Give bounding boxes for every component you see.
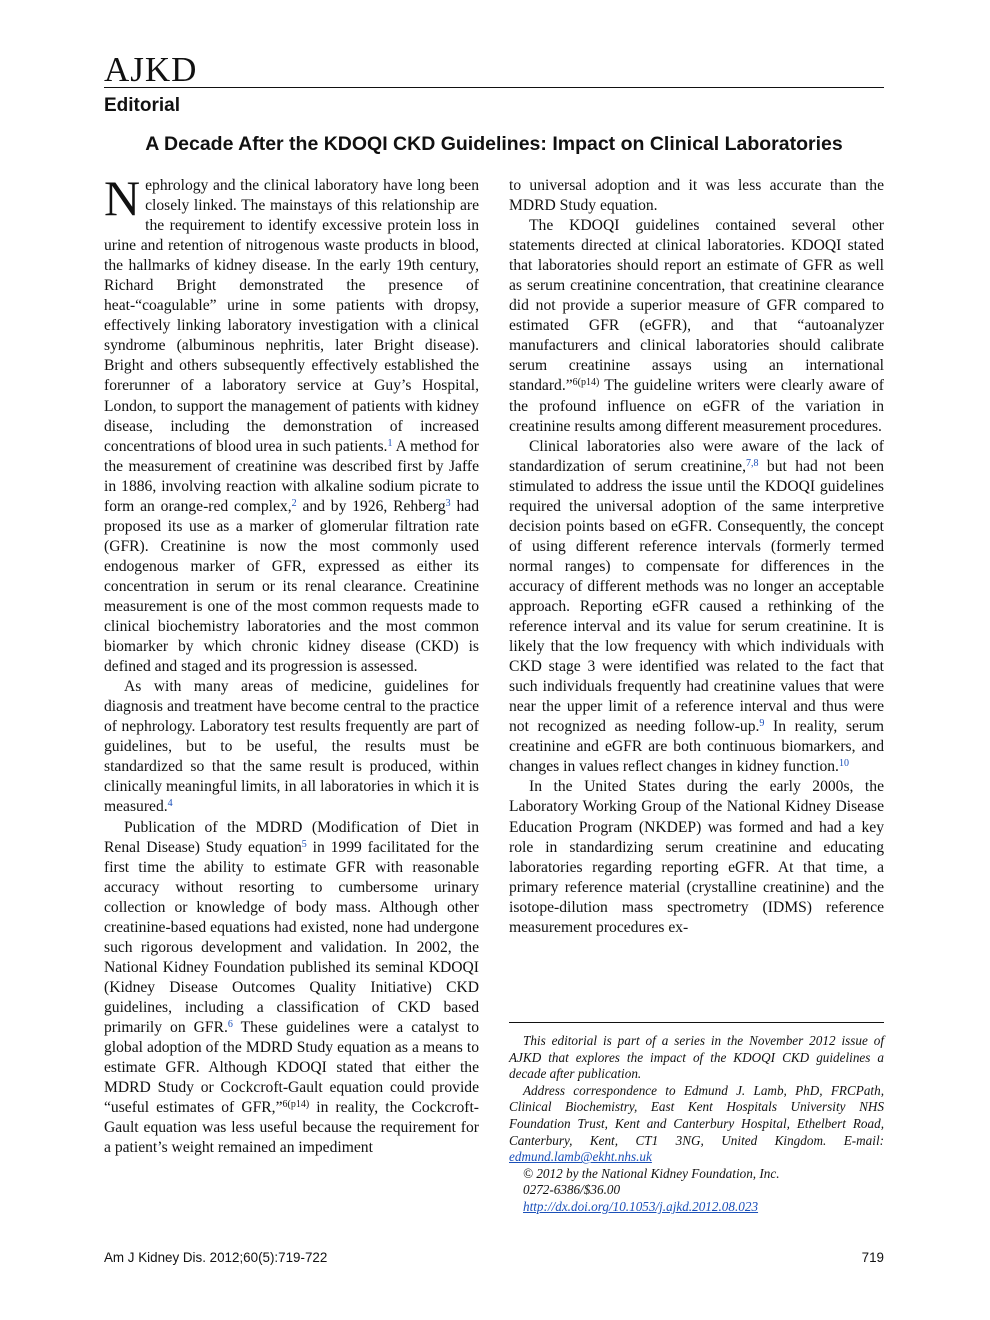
- right-column: [509, 176, 884, 938]
- citation-page-ref: 6(p14): [572, 377, 600, 389]
- article-title: A Decade After the KDOQI CKD Guidelines: Impact on Clinical Laboratories: [145, 133, 843, 155]
- paragraph-1: Nephrology and the clinical laboratory have long been closely linked. The mainstays of this relationship are the requirement to identify excessive protein loss in urine and retention of nitrogenous waste products in blood, the hallmarks of kidney disease. In the early 19th century, Richard Bright demonstrated the presence of heat-“coagulable” urine in some patients with dropsy, effectively linking laboratory investigation with a clinical syndrome (albuminous nephritis, later Bright disease). Bright and others subsequently effectively established the forerunner of a laboratory service at Guy’s Hospital, London, to support the management of patients with kidney disease, including the demonstration of increased concentrations of blood urea in such patients.$^1$ A method for the measurement of creatinine was described first by Jaffe in 1886, involving reaction with alkaline sodium picrate to form an orange-red complex,$^2$ and by 1926, Rehberg$^3$ had proposed its use as a marker of glomerular filtration rate (GFR). Creatinine is now the most commonly used endogenous marker of GFR, expressed as either its concentration in serum or its renal clearance. Creatinine measurement is one of the most common requests made to clinical biochemistry laboratories and the most common biomarker by which chronic kidney disease (CKD) is defined and staged and its progression is assessed.: [104, 170, 479, 676]
- paragraph-4: The KDOQI guidelines contained several other statements directed at clinical laboratories. KDOQI stated that laboratories should report an estimate of GFR as well as serum creatinine concentration, that creatinine clearance did not provide a superior measure of GFR compared to estimated GFR (eGFR), and that “autoanalyzer manufacturers and clinical laboratories should calibrate serum creatinine assays using an international standard.”$^{6(p14)}$ The guideline writers were clearly aware of the profound influence on eGFR of the variation in creatinine results among different measurement procedures.: [509, 217, 884, 435]
- page-number: 719: [861, 1250, 884, 1265]
- doi-link[interactable]: http://dx.doi.org/10.1053/j.ajkd.2012.08.023: [523, 1198, 759, 1214]
- citation-link[interactable]: 6: [227, 1018, 233, 1030]
- footer-citation: Am J Kidney Dis. 2012;60(5):719-722: [104, 1250, 328, 1265]
- citation-link[interactable]: 2: [291, 497, 297, 509]
- paragraph-3: Publication of the MDRD (Modification of Diet in Renal Disease) Study equation$^5$ in 1999 facilitated for the first time the ability to estimate GFR with reasonable accuracy without resorting to cumbersome urinary collection or knowledge of body mass. Although other creatinine-based equations had existed, none had undergone such rigorous development and validation. In 2002, the National Kidney Foundation published its seminal KDOQI (Kidney Disease Outcomes Quality Initiative) CKD guidelines, including a classification of CKD based primarily on GFR.$^6$ These guidelines were a catalyst to global adoption of the MDRD Study equation as a means to estimate GFR. Although KDOQI stated that either the MDRD Study or Cockcroft-Gault equation could provide “useful estimates of GFR,”$^{6(p14)}$ in reality, the Cockcroft-Gault equation was less useful because the requirement for a patient’s weight remained an impediment: [104, 818, 479, 1157]
- issn-note: 0272-6386/$36.00: [523, 1182, 621, 1198]
- paragraph-2: As with many areas of medicine, guidelines for diagnosis and treatment have become central to the practice of nephrology. Laboratory test results frequently are part of guidelines, but to be useful, the results must be standardized so that the same result is produced, within clinically meaningful limits, in all laboratories in which it is measured.$^4$: [104, 678, 479, 816]
- left-column: [104, 170, 479, 1228]
- citation-link[interactable]: 3: [445, 497, 451, 509]
- citation-link[interactable]: 7,8: [746, 457, 759, 469]
- paragraph-6: In the United States during the early 2000s, the Laboratory Working Group of the National Kidney Disease Education Program (NKDEP) was formed and had a key role in standardizing serum creatinine and educating laboratories regarding reporting eGFR. At that time, a primary reference material (crystalline creatinine) and the isotope-dilution mass spectrometry (IDMS) reference measurement procedures ex-: [509, 778, 884, 936]
- citation-link[interactable]: 9: [759, 718, 765, 730]
- citation-link[interactable]: 1: [387, 437, 393, 449]
- doi-note: [509, 1199, 884, 1216]
- citation-page-ref: 6(p14): [282, 1099, 310, 1111]
- email-link[interactable]: edmund.lamb@ekht.nhs.uk: [509, 1149, 652, 1165]
- header-rule: [104, 87, 884, 88]
- citation-link[interactable]: 4: [167, 798, 173, 810]
- series-note: This editorial is part of a series in the November 2012 issue of AJKD that explores the impact of the KDOQI CKD guidelines a decade after publication.: [509, 1033, 884, 1082]
- drop-cap: N: [104, 170, 141, 226]
- footnote-rule: [509, 1022, 884, 1023]
- paragraph-3-continued: to universal adoption and it was less accurate than the MDRD Study equation.: [509, 177, 884, 215]
- copyright-note: © 2012 by the National Kidney Foundation, Inc.: [523, 1165, 780, 1181]
- journal-logo: AJKD: [104, 50, 198, 89]
- paragraph-5: Clinical laboratories also were aware of the lack of standardization of serum creatinine,$^{7,8}$ but had not been stimulated to address the issue until the KDOQI guidelines required the universal adoption of the same interpretive decision points based on eGFR. Consequently, the concept of using different reference intervals (formerly termed normal ranges) to compensate for differences in the accuracy of different methods was no longer an acceptable approach. Reporting eGFR caused a rethinking of the reference interval and its value for serum creatinine. It is likely that the low frequency with which individuals with CKD stage 3 were identified was related to the fact that such individuals frequently had creatinine values that were near the upper limit of a reference interval and thus were not recognized as needing follow-up.$^9$ In reality, serum creatinine and eGFR are both continuous biomarkers, and changes in values reflect changes in kidney function.$^{10}$: [509, 437, 884, 776]
- correspondence-note: Address correspondence to Edmund J. Lamb, PhD, FRCPath, Clinical Biochemistry, East Kent Hospitals University NHS Foundation Trust, Kent and Canterbury Hospital, Ethelbert Road, Canterbury, Kent, CT1 3NG, United Kingdom. E-mail: edmund.lamb@ekht.nhs.uk: [509, 1082, 884, 1165]
- citation-link[interactable]: 5: [301, 838, 307, 850]
- section-label: Editorial: [104, 95, 181, 116]
- footnotes: [509, 1033, 884, 1216]
- citation-link[interactable]: 10: [838, 758, 849, 770]
